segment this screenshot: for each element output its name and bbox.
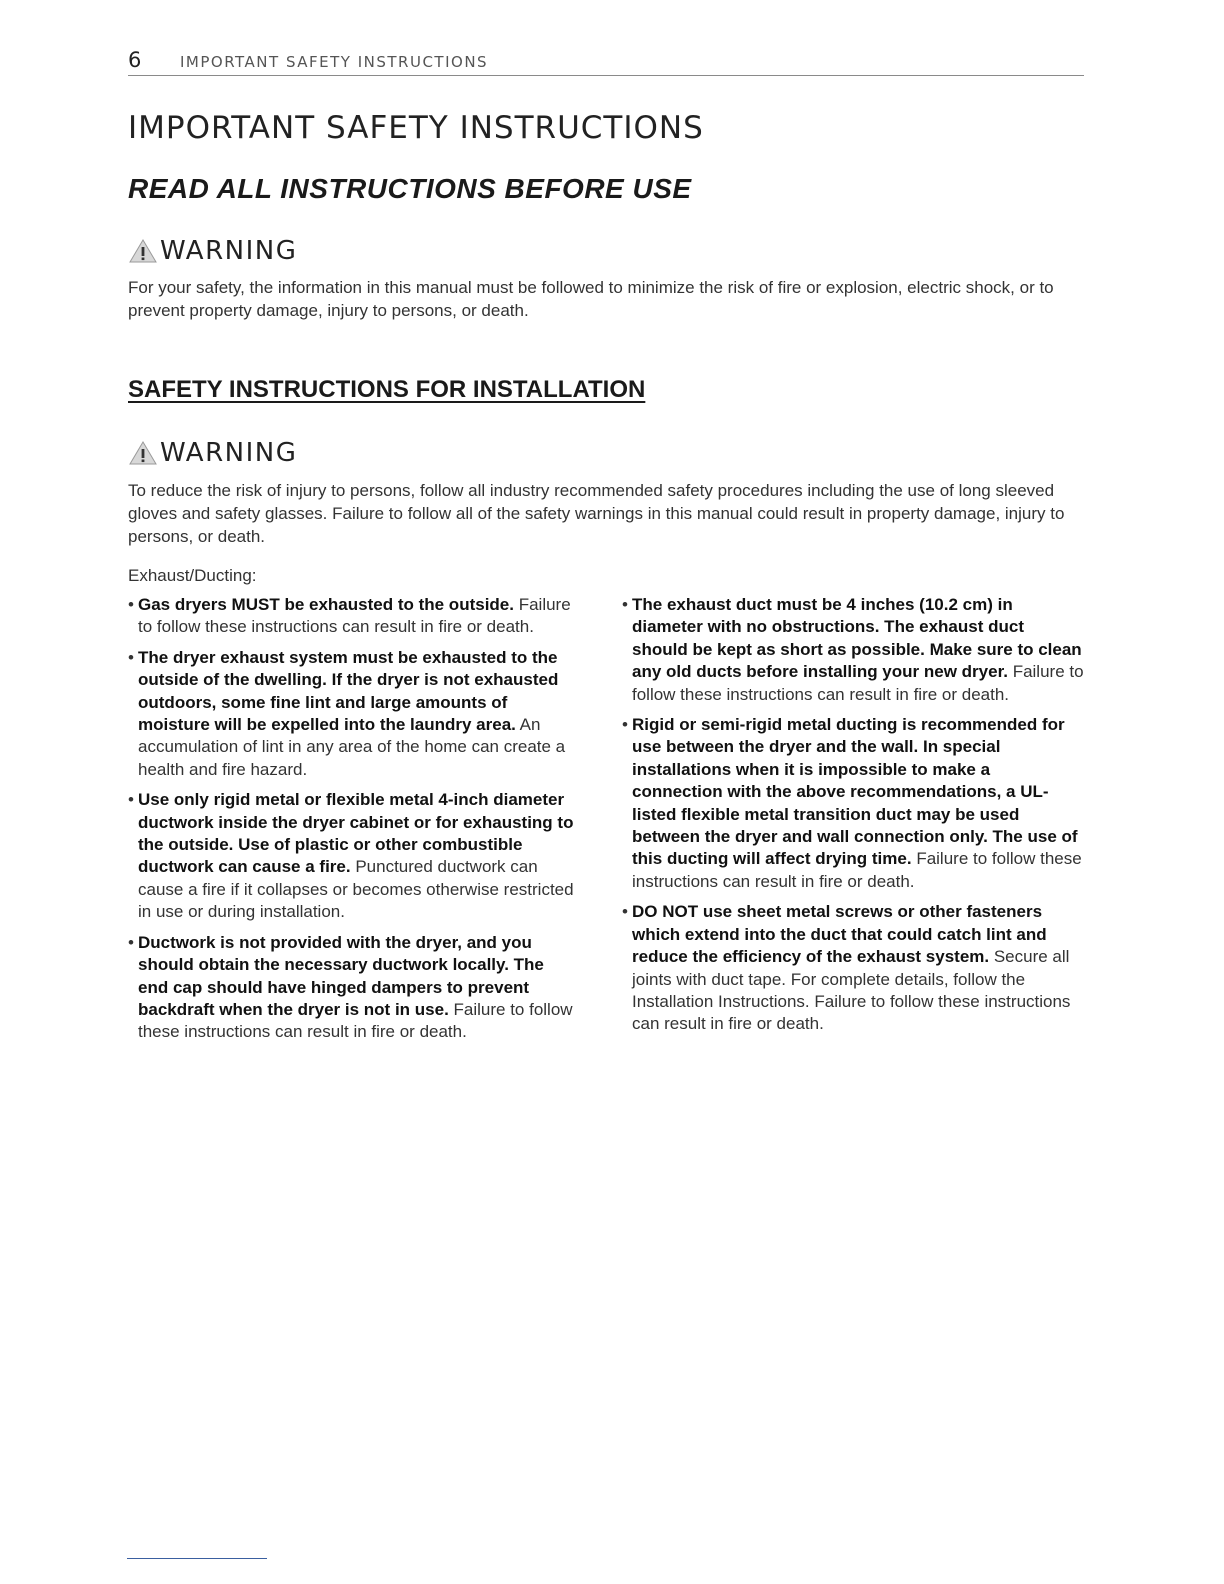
- item-bold-text: Gas dryers MUST be exhausted to the outside.: [138, 595, 514, 614]
- warning-heading: [128, 236, 297, 266]
- warning-text: For your safety, the information in this manual must be followed to minimize the risk of fire or explosion, electric shock, or to prevent property damage, injury to persons, or death.: [128, 278, 1054, 320]
- page-title: IMPORTANT SAFETY INSTRUCTIONS: [128, 110, 704, 146]
- item-text: Secure all joints with duct tape. For complete details, follow the Installation Instructions. Failure to follow these instructions can result in fire or death.: [632, 947, 1071, 1034]
- bullet: •: [622, 715, 628, 735]
- page-subtitle: READ ALL INSTRUCTIONS BEFORE USE: [128, 173, 692, 204]
- item-bold-text: DO NOT use sheet metal screws or other fasteners which extend into the duct that could catch lint and reduce the efficiency of the exhaust system.: [632, 902, 1047, 967]
- bullet: •: [128, 595, 134, 614]
- warning-triangle-icon: [128, 440, 158, 466]
- item-bold-text: The exhaust duct must be 4 inches (10.2 cm) in diameter with no obstructions. The exhaust duct should be kept as short as possible. Make sure to clean any old ducts before installing your new dryer.: [632, 595, 1082, 682]
- section-heading: SAFETY INSTRUCTIONS FOR INSTALLATION: [128, 376, 646, 403]
- running-header: [128, 44, 1084, 76]
- warning-triangle-icon: [128, 238, 158, 264]
- list-item: [128, 789, 578, 923]
- right-column-list: [622, 594, 1084, 1044]
- item-text: An accumulation of lint in any area of the home can create a health and fire hazard.: [138, 715, 566, 779]
- page-number: 6: [128, 48, 142, 72]
- bullet: •: [128, 647, 134, 667]
- warning-heading: [128, 438, 297, 468]
- list-item: [128, 932, 578, 1044]
- warning-text: To reduce the risk of injury to persons, follow all industry recommended safety procedures including the use of long sleeved gloves and safety glasses. Failure to follow all of the safety warnings in this manual could result in property damage, injury to persons, or death.: [128, 481, 1065, 546]
- bullet: •: [128, 932, 134, 952]
- warning-label: WARNING: [160, 438, 298, 468]
- bullet: •: [128, 790, 134, 810]
- bullet: •: [622, 902, 628, 922]
- list-item: [128, 594, 578, 639]
- item-text: Failure to follow these instructions can result in fire or death.: [138, 999, 573, 1042]
- item-text: Failure to follow these instructions can result in fire or death.: [632, 662, 1084, 704]
- item-text: Failure to follow these instructions can result in fire or death.: [632, 849, 1082, 891]
- running-title: IMPORTANT SAFETY INSTRUCTIONS: [180, 53, 489, 71]
- list-item: [622, 901, 1084, 1035]
- item-bold-text: Ductwork is not provided with the dryer, and you should obtain the necessary ductwork locally. The end cap should have hinged dampers to prevent backdraft when the dryer is not in use.: [138, 932, 544, 1019]
- item-bold-text: The dryer exhaust system must be exhausted to the outside of the dwelling. If the dryer is not exhausted outdoors, some fine lint and large amounts of moisture will be expelled into the laundry area.: [138, 647, 559, 735]
- item-bold-text: Rigid or semi-rigid metal ducting is recommended for use between the dryer and the wall. In special installations when it is impossible to make a connection with the above recommendations, a UL-listed flexible metal transition duct may be used between the dryer and wall connection only. The use of this ducting will affect drying time.: [632, 715, 1078, 869]
- item-text: Punctured ductwork can cause a fire if it collapses or becomes otherwise restricted in use or during installation.: [138, 857, 574, 922]
- exhaust-ducting-label: Exhaust/Ducting:: [128, 566, 257, 585]
- footer-rule: [127, 1558, 267, 1559]
- item-bold-text: Use only rigid metal or flexible metal 4-inch diameter ductwork inside the dryer cabinet or for exhausting to the outside. Use of plastic or other combustible ductwork can cause a fire.: [138, 790, 574, 877]
- item-text: Failure to follow these instructions can result in fire or death.: [138, 595, 571, 637]
- list-item: [128, 647, 578, 781]
- left-column-list: [128, 594, 578, 1052]
- bullet: •: [622, 595, 628, 614]
- list-item: [622, 714, 1084, 893]
- list-item: [622, 594, 1084, 706]
- warning-label: WARNING: [160, 236, 298, 266]
